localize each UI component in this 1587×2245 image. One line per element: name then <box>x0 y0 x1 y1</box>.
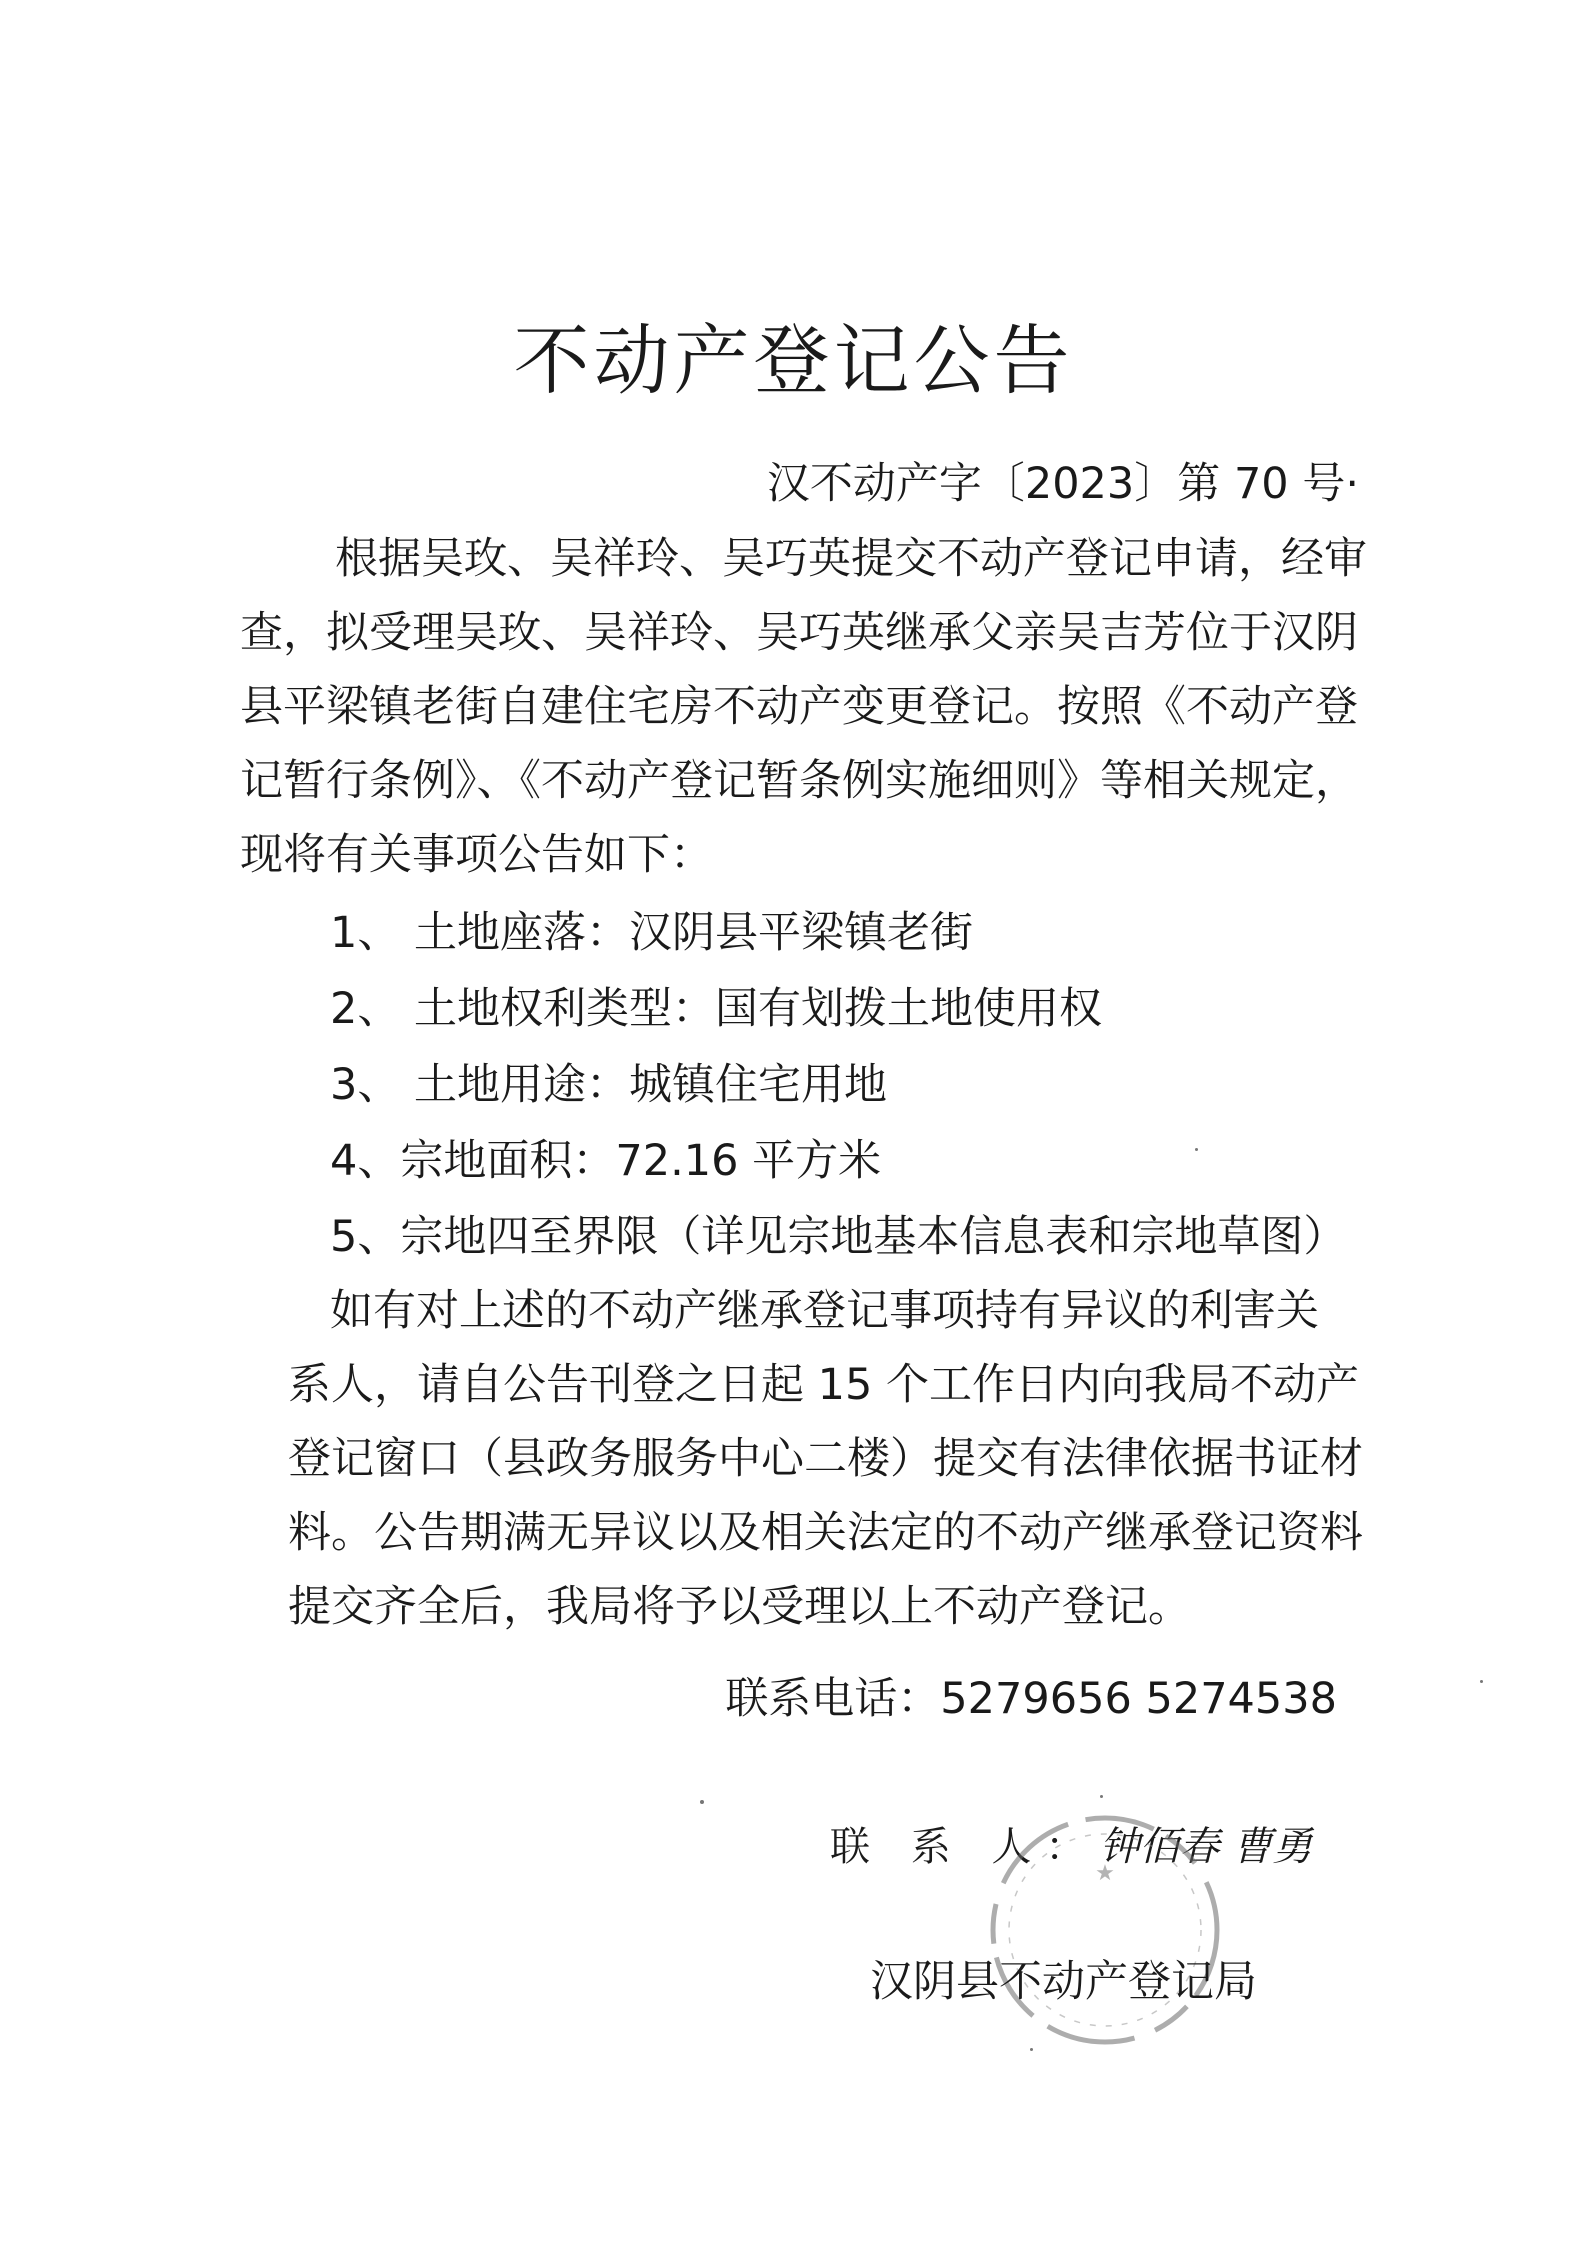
list-item: 3、 土地用途：城镇住宅用地 <box>330 1060 888 1110</box>
scan-speck <box>1030 2048 1033 2051</box>
issuing-authority: 汉阴县不动产登记局 <box>870 1957 1257 2007</box>
paragraph-line: 如有对上述的不动产继承登记事项持有异议的利害关 <box>330 1286 1319 1336</box>
official-seal-icon <box>985 1810 1225 2050</box>
page-title: 不动产登记公告 <box>513 316 1074 405</box>
scan-speck <box>1195 1148 1198 1151</box>
scan-speck <box>700 1800 704 1804</box>
paragraph-line: 根据吴玫、吴祥玲、吴巧英提交不动产登记申请，经审 <box>335 534 1367 584</box>
scan-speck <box>1480 1680 1483 1683</box>
paragraph-line: 系人，请自公告刊登之日起 15 个工作日内向我局不动产 <box>288 1360 1360 1410</box>
paragraph-line: 县平梁镇老街自建住宅房不动产变更登记。按照《不动产登 <box>240 682 1358 732</box>
contact-label: 联 系 人： <box>830 1824 1100 1870</box>
paragraph-line: 现将有关事项公告如下： <box>240 830 713 880</box>
svg-text:★: ★ <box>1095 1861 1115 1886</box>
scan-speck <box>1100 1795 1103 1798</box>
list-item: 1、 土地座落：汉阴县平梁镇老街 <box>330 908 974 958</box>
paragraph-line: 料。公告期满无异议以及相关法定的不动产继承登记资料 <box>288 1508 1363 1558</box>
paragraph-line: 登记窗口（县政务服务中心二楼）提交有法律依据书证材 <box>288 1434 1363 1484</box>
contact-phone: 联系电话：5279656 5274538 <box>725 1674 1337 1724</box>
paragraph-line: 查，拟受理吴玫、吴祥玲、吴巧英继承父亲吴吉芳位于汉阴 <box>240 608 1358 658</box>
list-item: 5、宗地四至界限（详见宗地基本信息表和宗地草图） <box>330 1212 1347 1262</box>
contact-names: 钟佰春 曹勇 <box>1099 1824 1313 1870</box>
paragraph-line: 提交齐全后，我局将予以受理以上不动产登记。 <box>288 1582 1191 1632</box>
list-item: 2、 土地权利类型：国有划拨土地使用权 <box>330 984 1103 1034</box>
paragraph-line: 记暂行条例》、《不动产登记暂条例实施细则》等相关规定， <box>240 756 1358 806</box>
list-item: 4、宗地面积：72.16 平方米 <box>330 1136 882 1186</box>
document-number: 汉不动产字〔2023〕第 70 号· <box>766 459 1359 509</box>
